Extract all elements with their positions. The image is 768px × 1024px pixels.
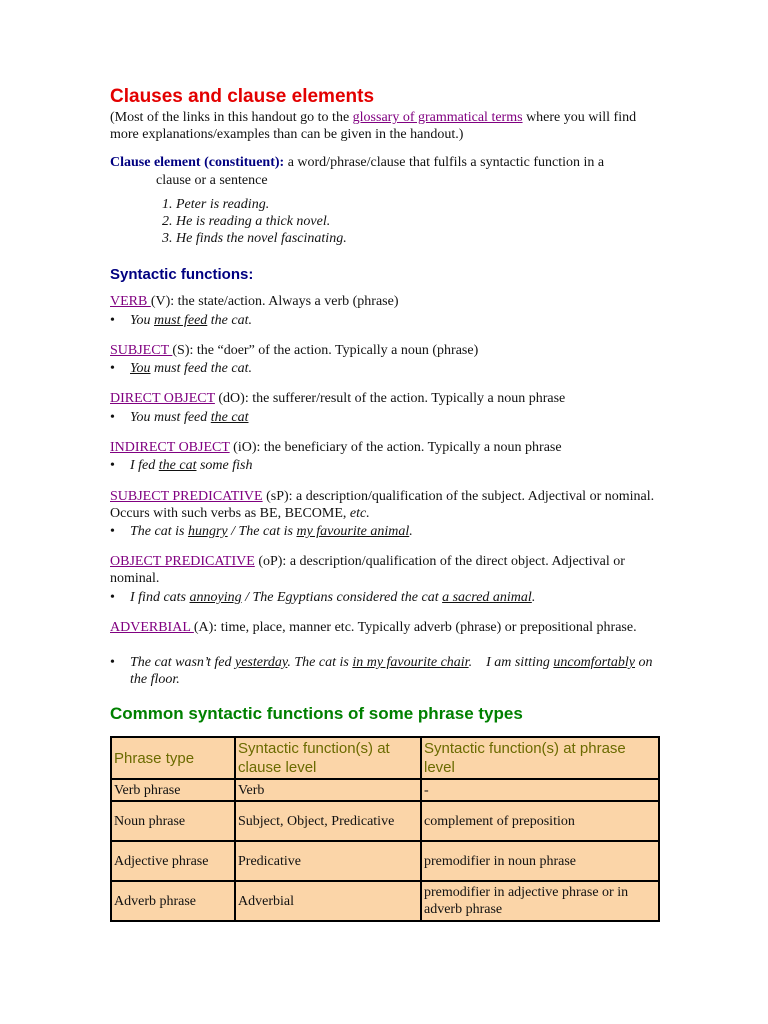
table-cell: Noun phrase: [111, 801, 235, 841]
subject-example: [110, 360, 670, 377]
indirect-object-link[interactable]: INDIRECT OBJECT: [110, 440, 230, 455]
subject-predicative-description: (sP): a description/qualification of the subject. Adjectival or nominal. Occurs with such verbs as BE, BECOME,: [110, 489, 655, 521]
example-underlined: annoying: [189, 590, 242, 605]
table-cell: Predicative: [235, 841, 421, 881]
definition-label: Clause element (constituent):: [110, 155, 285, 170]
direct-object-example: [110, 409, 670, 426]
glossary-link[interactable]: glossary of grammatical terms: [352, 110, 523, 125]
etc-text: etc.: [349, 506, 370, 521]
adverbial-link[interactable]: ADVERBIAL: [110, 620, 194, 635]
function-verb: [110, 293, 670, 310]
example-underlined: the cat: [210, 410, 249, 425]
table-row: [111, 801, 659, 841]
example-text: The cat is: [130, 524, 188, 539]
example-underlined: uncomfortably: [553, 655, 636, 670]
example-item: 3. He finds the novel fascinating.: [176, 230, 347, 247]
example-underlined: my favourite animal: [296, 524, 410, 539]
intro-text-before: (Most of the links in this handout go to the: [110, 110, 353, 125]
bullet-icon: •: [110, 313, 115, 328]
example-text: . The cat is: [287, 655, 353, 670]
bullet-icon: •: [110, 458, 115, 473]
column-header: Phrase type: [111, 737, 235, 779]
bullet-icon: •: [110, 655, 115, 670]
example-text: The cat wasn’t fed: [130, 655, 235, 670]
function-object-predicative: [110, 553, 670, 587]
example-text: . I am sitting: [468, 655, 554, 670]
intro-paragraph: [110, 109, 655, 143]
indirect-object-description: (iO): the beneficiary of the action. Typically a noun phrase: [229, 440, 562, 455]
example-text: You must feed: [130, 410, 211, 425]
table-cell: Subject, Object, Predicative: [235, 801, 421, 841]
subject-predicative-example: [110, 523, 670, 540]
example-text: / The Egyptians considered the cat: [241, 590, 443, 605]
verb-link[interactable]: VERB: [110, 294, 151, 309]
table-cell: complement of preposition: [421, 801, 659, 841]
function-subject: [110, 342, 670, 359]
example-text: .: [531, 590, 536, 605]
table-cell: Adjective phrase: [111, 841, 235, 881]
definition-text-continued: clause or a sentence: [156, 173, 268, 188]
verb-example: [110, 312, 670, 329]
example-underlined: hungry: [187, 524, 228, 539]
table-cell: Verb phrase: [111, 779, 235, 801]
example-underlined: must feed: [154, 313, 208, 328]
adverbial-description: (A): time, place, manner etc. Typically adverb (phrase) or prepositional phrase.: [193, 620, 637, 635]
table-cell: -: [421, 779, 659, 801]
example-text: some fish: [196, 458, 253, 473]
subject-link[interactable]: SUBJECT: [110, 343, 173, 358]
indirect-object-example: [110, 457, 670, 474]
example-text: must feed the cat.: [150, 361, 252, 376]
table-cell: Adverb phrase: [111, 881, 235, 921]
column-header: Syntactic function(s) at clause level: [235, 737, 421, 779]
example-sentences: [158, 196, 347, 247]
example-text: on the floor.: [130, 655, 657, 687]
example-text: I find cats: [130, 590, 190, 605]
function-subject-predicative: [110, 488, 670, 522]
bullet-icon: •: [110, 590, 115, 605]
direct-object-link[interactable]: DIRECT OBJECT: [110, 391, 215, 406]
verb-description: (V): the state/action. Always a verb (phrase): [150, 294, 399, 309]
subject-predicative-link[interactable]: SUBJECT PREDICATIVE: [110, 489, 263, 504]
bullet-icon: •: [110, 524, 115, 539]
adverbial-example: [110, 654, 670, 688]
function-adverbial: [110, 619, 670, 636]
example-item: 1. Peter is reading.: [176, 196, 347, 213]
example-text: You: [130, 313, 155, 328]
column-header: Syntactic function(s) at phrase level: [421, 737, 659, 779]
example-underlined: in my favourite chair: [352, 655, 469, 670]
table-cell: Adverbial: [235, 881, 421, 921]
phrase-types-heading: Common syntactic functions of some phrase types: [110, 704, 523, 723]
example-underlined: yesterday: [235, 655, 288, 670]
example-text: / The cat is: [227, 524, 297, 539]
table-row: [111, 779, 659, 801]
intro-text-after: where you will find more explanations/examples than can be given in the handout.): [110, 110, 637, 142]
table-cell: premodifier in adjective phrase or in adverb phrase: [421, 881, 659, 921]
table-row: [111, 881, 659, 921]
example-text: .: [409, 524, 413, 539]
bullet-icon: •: [110, 410, 115, 425]
example-text: I fed: [130, 458, 159, 473]
example-item: 2. He is reading a thick novel.: [176, 213, 347, 230]
example-underlined: You: [130, 361, 151, 376]
subject-description: (S): the “doer” of the action. Typically a noun (phrase): [172, 343, 479, 358]
bullet-icon: •: [110, 361, 115, 376]
definition-text: a word/phrase/clause that fulfils a syntactic function in a: [284, 155, 605, 170]
table-row: [111, 841, 659, 881]
object-predicative-description: (oP): a description/qualification of the direct object. Adjectival or nominal.: [110, 554, 625, 586]
syntactic-functions-heading: Syntactic functions:: [110, 266, 254, 283]
function-indirect-object: [110, 439, 670, 456]
phrase-types-table: [110, 736, 660, 922]
clause-element-definition: [110, 154, 670, 190]
table-cell: Verb: [235, 779, 421, 801]
table-header-row: [111, 737, 659, 779]
table-cell: premodifier in noun phrase: [421, 841, 659, 881]
direct-object-description: (dO): the sufferer/result of the action. Typically a noun phrase: [214, 391, 566, 406]
example-text: the cat.: [207, 313, 252, 328]
example-underlined: the cat: [158, 458, 197, 473]
example-underlined: a sacred animal: [442, 590, 532, 605]
function-direct-object: [110, 390, 670, 407]
object-predicative-example: [110, 589, 670, 606]
object-predicative-link[interactable]: OBJECT PREDICATIVE: [110, 554, 255, 569]
page-title: Clauses and clause elements: [110, 86, 375, 107]
